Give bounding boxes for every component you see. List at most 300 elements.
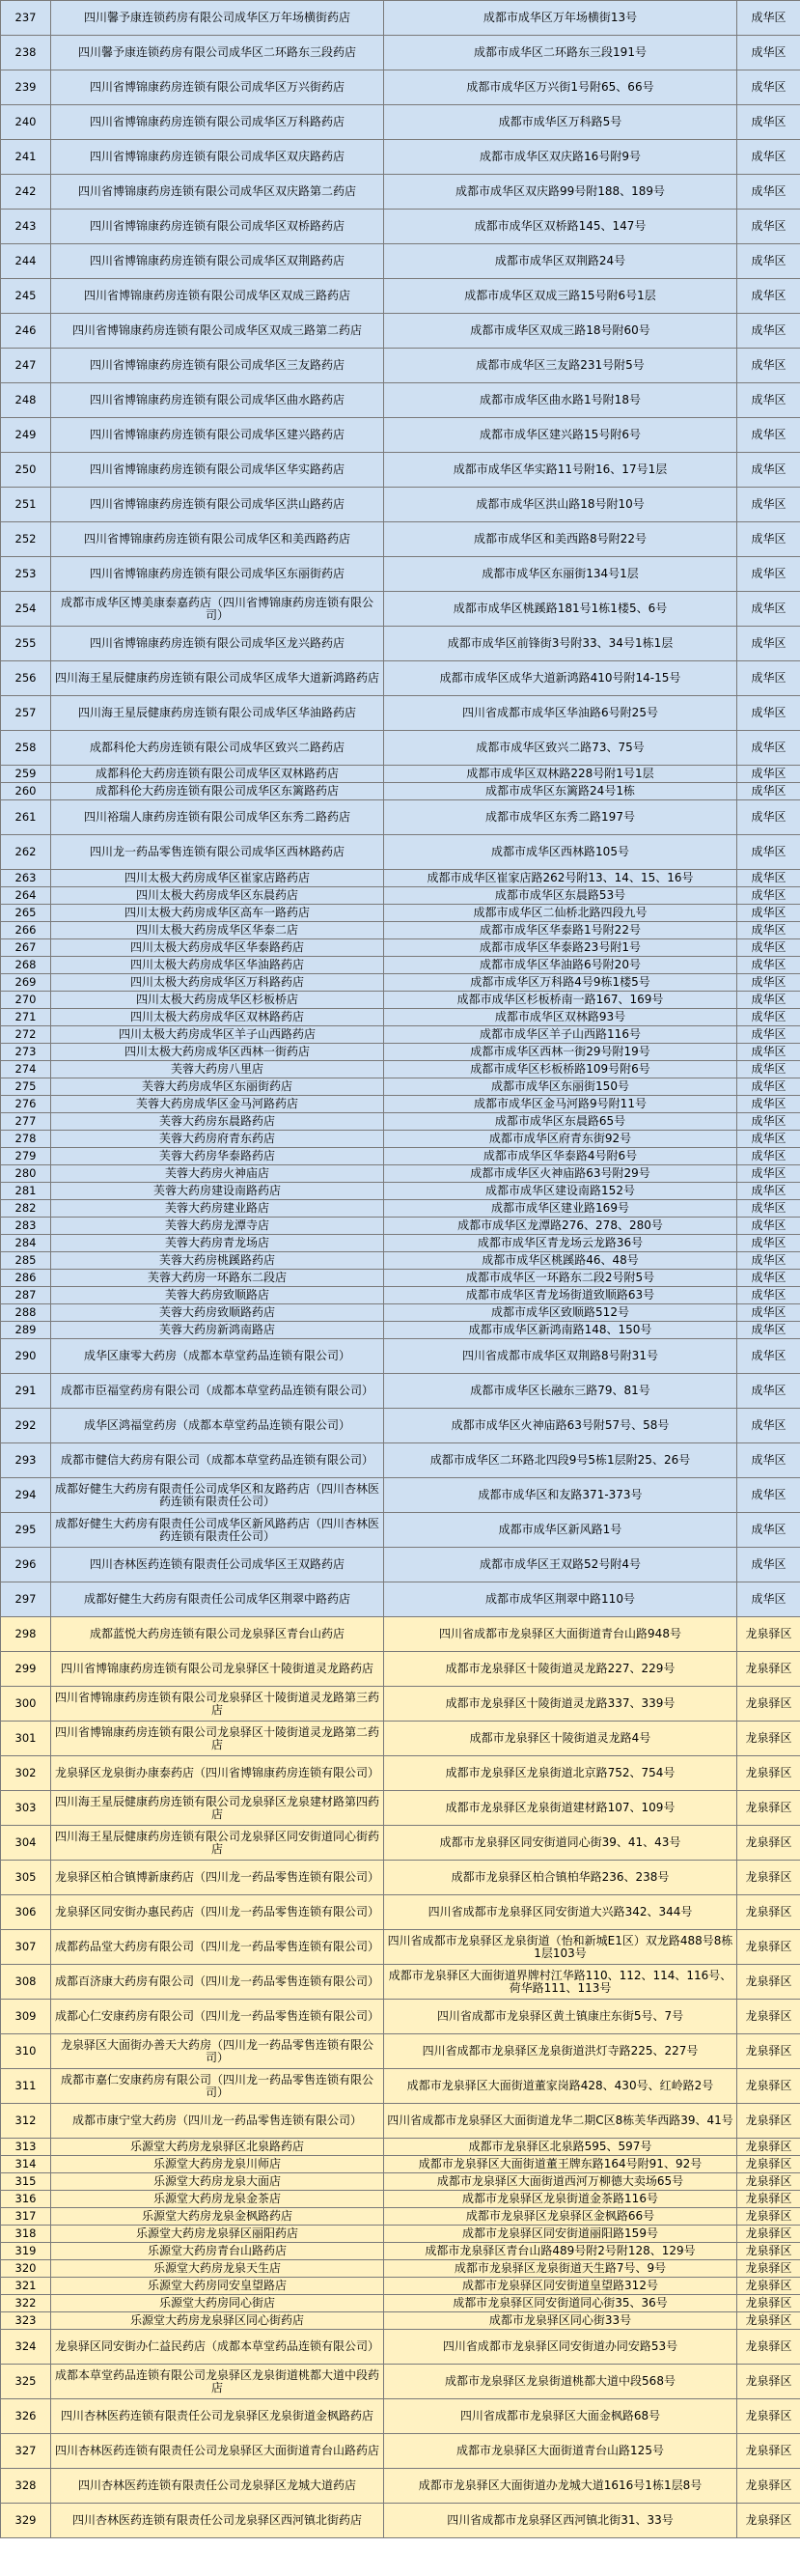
row-number-cell[interactable]: 250 [1,453,51,488]
row-number-cell[interactable]: 275 [1,1078,51,1096]
store-name-cell[interactable]: 四川省博锦康药房连锁有限公司成华区东丽街药店 [51,557,384,592]
row-number-cell[interactable]: 269 [1,974,51,992]
district-cell[interactable]: 成华区 [737,383,800,418]
store-name-cell[interactable]: 成都市嘉仁安康药房有限公司（四川龙一药品零售连锁有限公司） [51,2069,384,2104]
store-address-cell[interactable]: 成都市成华区华油路6号附20号 [384,957,737,974]
row-number-cell[interactable]: 264 [1,887,51,905]
district-cell[interactable]: 成华区 [737,1096,800,1113]
store-name-cell[interactable]: 四川海王星辰健康药房连锁有限公司成华区华油路药店 [51,696,384,731]
store-address-cell[interactable]: 成都市龙泉驿区青台山路489号附2号附128、129号 [384,2243,737,2260]
district-cell[interactable]: 龙泉驿区 [737,2434,800,2469]
row-number-cell[interactable]: 262 [1,835,51,870]
district-cell[interactable]: 龙泉驿区 [737,1965,800,2000]
district-cell[interactable]: 成华区 [737,1548,800,1582]
store-name-cell[interactable]: 四川太极大药房成华区双林路药店 [51,1009,384,1026]
row-number-cell[interactable]: 268 [1,957,51,974]
row-number-cell[interactable]: 261 [1,800,51,835]
store-address-cell[interactable]: 成都市龙泉驿区大面街道董王牌东路164号附91、92号 [384,2156,737,2173]
district-cell[interactable]: 成华区 [737,992,800,1009]
district-cell[interactable]: 成华区 [737,1339,800,1374]
store-name-cell[interactable]: 成都科伦大药房连锁有限公司成华区双林路药店 [51,766,384,783]
store-address-cell[interactable]: 成都市龙泉驿区龙泉驿区金枫路66号 [384,2208,737,2226]
store-address-cell[interactable]: 成都市成华区华泰路4号附6号 [384,1148,737,1165]
store-address-cell[interactable]: 四川省成都市龙泉驿区同安街道大兴路342、344号 [384,1895,737,1930]
district-cell[interactable]: 成华区 [737,1513,800,1548]
district-cell[interactable]: 成华区 [737,1478,800,1513]
store-address-cell[interactable]: 成都市龙泉驿区同安街道同心街35、36号 [384,2295,737,2312]
store-name-cell[interactable]: 四川龙一药品零售连锁有限公司成华区西林路药店 [51,835,384,870]
row-number-cell[interactable]: 311 [1,2069,51,2104]
store-address-cell[interactable]: 四川省成都市龙泉驿区黄土镇康庄东街5号、7号 [384,2000,737,2034]
store-name-cell[interactable]: 龙泉驿区柏合镇博新康药店（四川龙一药品零售连锁有限公司） [51,1861,384,1895]
store-name-cell[interactable]: 四川省博锦康药房连锁有限公司龙泉驿区十陵街道灵龙路第三药店 [51,1687,384,1722]
store-name-cell[interactable]: 成都市成华区博美康泰嘉药店（四川省博锦康药房连锁有限公司） [51,592,384,627]
row-number-cell[interactable]: 293 [1,1443,51,1478]
row-number-cell[interactable]: 244 [1,244,51,279]
row-number-cell[interactable]: 308 [1,1965,51,2000]
store-name-cell[interactable]: 四川杏林医药连锁有限责任公司龙泉驿区大面街道青台山路药店 [51,2434,384,2469]
store-name-cell[interactable]: 四川太极大药房成华区杉板桥店 [51,992,384,1009]
store-address-cell[interactable]: 成都市成华区双桥路145、147号 [384,210,737,244]
district-cell[interactable]: 成华区 [737,557,800,592]
store-address-cell[interactable]: 成都市龙泉驿区同安街道同心街39、41、43号 [384,1826,737,1861]
district-cell[interactable]: 成华区 [737,1374,800,1409]
district-cell[interactable]: 成华区 [737,522,800,557]
district-cell[interactable]: 龙泉驿区 [737,2104,800,2139]
store-address-cell[interactable]: 成都市成华区羊子山西路116号 [384,1026,737,1044]
store-name-cell[interactable]: 龙泉驿区同安街办仁益民药店（成都本草堂药品连锁有限公司） [51,2330,384,2365]
district-cell[interactable]: 成华区 [737,1148,800,1165]
store-name-cell[interactable]: 四川省博锦康药房连锁有限公司成华区万科路药店 [51,105,384,140]
row-number-cell[interactable]: 267 [1,939,51,957]
store-address-cell[interactable]: 四川省成都市龙泉驿区大面街道青台山路948号 [384,1617,737,1652]
store-name-cell[interactable]: 四川太极大药房成华区华泰二店 [51,922,384,939]
district-cell[interactable]: 成华区 [737,766,800,783]
store-name-cell[interactable]: 四川省博锦康药房连锁有限公司成华区和美西路药店 [51,522,384,557]
store-name-cell[interactable]: 芙蓉大药房东晨路药店 [51,1113,384,1131]
store-name-cell[interactable]: 四川省博锦康药房连锁有限公司成华区洪山路药店 [51,488,384,522]
row-number-cell[interactable]: 325 [1,2365,51,2399]
store-name-cell[interactable]: 成都科伦大药房连锁有限公司成华区东篱路药店 [51,783,384,800]
district-cell[interactable]: 成华区 [737,1287,800,1304]
row-number-cell[interactable]: 306 [1,1895,51,1930]
store-name-cell[interactable]: 龙泉驿区龙泉街办康泰药店（四川省博锦康药房连锁有限公司） [51,1756,384,1791]
district-cell[interactable]: 成华区 [737,279,800,314]
district-cell[interactable]: 成华区 [737,1026,800,1044]
store-name-cell[interactable]: 乐源堂大药房龙泉大面店 [51,2173,384,2191]
row-number-cell[interactable]: 279 [1,1148,51,1165]
store-address-cell[interactable]: 四川省成都市龙泉驿区龙泉街道洪灯寺路225、227号 [384,2034,737,2069]
store-address-cell[interactable]: 成都市成华区双成三路15号附6号1层 [384,279,737,314]
store-address-cell[interactable]: 成都市龙泉驿区柏合镇柏华路236、238号 [384,1861,737,1895]
row-number-cell[interactable]: 285 [1,1252,51,1270]
store-address-cell[interactable]: 成都市成华区火神庙路63号附29号 [384,1165,737,1183]
district-cell[interactable]: 成华区 [737,974,800,992]
store-name-cell[interactable]: 成都蓝悦大药房连锁有限公司龙泉驿区青台山药店 [51,1617,384,1652]
row-number-cell[interactable]: 299 [1,1652,51,1687]
store-address-cell[interactable]: 成都市成华区府青东街92号 [384,1131,737,1148]
store-address-cell[interactable]: 成都市成华区火神庙路63号附57号、58号 [384,1409,737,1443]
row-number-cell[interactable]: 277 [1,1113,51,1131]
store-address-cell[interactable]: 成都市成华区一环路东二段2号附5号 [384,1270,737,1287]
row-number-cell[interactable]: 265 [1,905,51,922]
store-address-cell[interactable]: 成都市成华区西林路105号 [384,835,737,870]
store-name-cell[interactable]: 成都市康宁堂大药房（四川龙一药品零售连锁有限公司） [51,2104,384,2139]
store-name-cell[interactable]: 四川省博锦康药房连锁有限公司成华区双成三路第二药店 [51,314,384,349]
district-cell[interactable]: 成华区 [737,939,800,957]
store-address-cell[interactable]: 成都市龙泉驿区大面街道西河万柳德大卖场65号 [384,2173,737,2191]
row-number-cell[interactable]: 255 [1,627,51,661]
row-number-cell[interactable]: 322 [1,2295,51,2312]
row-number-cell[interactable]: 238 [1,36,51,70]
store-name-cell[interactable]: 芙蓉大药房青龙场店 [51,1235,384,1252]
district-cell[interactable]: 成华区 [737,418,800,453]
row-number-cell[interactable]: 248 [1,383,51,418]
district-cell[interactable]: 龙泉驿区 [737,1652,800,1687]
store-address-cell[interactable]: 四川省成都市成华区华油路6号附25号 [384,696,737,731]
row-number-cell[interactable]: 259 [1,766,51,783]
district-cell[interactable]: 成华区 [737,905,800,922]
row-number-cell[interactable]: 317 [1,2208,51,2226]
store-name-cell[interactable]: 乐源堂大药房同心街店 [51,2295,384,2312]
district-cell[interactable]: 成华区 [737,1,800,36]
district-cell[interactable]: 成华区 [737,1044,800,1061]
row-number-cell[interactable]: 287 [1,1287,51,1304]
store-address-cell[interactable]: 成都市成华区前锋街3号附33、34号1栋1层 [384,627,737,661]
row-number-cell[interactable]: 303 [1,1791,51,1826]
store-address-cell[interactable]: 成都市成华区东篱路24号1栋 [384,783,737,800]
store-name-cell[interactable]: 成都科伦大药房连锁有限公司成华区致兴二路药店 [51,731,384,766]
row-number-cell[interactable]: 328 [1,2469,51,2504]
store-address-cell[interactable]: 四川省成都市龙泉驿区大面金枫路68号 [384,2399,737,2434]
store-address-cell[interactable]: 成都市成华区三友路231号附5号 [384,349,737,383]
district-cell[interactable]: 龙泉驿区 [737,2243,800,2260]
store-name-cell[interactable]: 成都好健生大药房有限责任公司成华区新风路药店（四川杏林医药连锁有限责任公司） [51,1513,384,1548]
store-name-cell[interactable]: 四川省博锦康药房连锁有限公司成华区三友路药店 [51,349,384,383]
row-number-cell[interactable]: 318 [1,2226,51,2243]
row-number-cell[interactable]: 257 [1,696,51,731]
row-number-cell[interactable]: 276 [1,1096,51,1113]
row-number-cell[interactable]: 300 [1,1687,51,1722]
district-cell[interactable]: 成华区 [737,1322,800,1339]
row-number-cell[interactable]: 283 [1,1218,51,1235]
store-address-cell[interactable]: 成都市成华区万科路5号 [384,105,737,140]
store-name-cell[interactable]: 芙蓉大药房八里店 [51,1061,384,1078]
store-name-cell[interactable]: 芙蓉大药房成华区东丽街药店 [51,1078,384,1096]
store-address-cell[interactable]: 成都市龙泉驿区十陵街道灵龙路337、339号 [384,1687,737,1722]
row-number-cell[interactable]: 288 [1,1304,51,1322]
row-number-cell[interactable]: 237 [1,1,51,36]
store-address-cell[interactable]: 四川省成都市龙泉驿区同安街道办同安路53号 [384,2330,737,2365]
district-cell[interactable]: 龙泉驿区 [737,1861,800,1895]
store-name-cell[interactable]: 四川裕瑞人康药房连锁有限公司成华区东秀二路药店 [51,800,384,835]
row-number-cell[interactable]: 256 [1,661,51,696]
store-address-cell[interactable]: 成都市成华区东秀二路197号 [384,800,737,835]
store-address-cell[interactable]: 四川省成都市龙泉驿区大面街道龙华二期C区8栋芙华西路39、41号 [384,2104,737,2139]
store-name-cell[interactable]: 芙蓉大药房火神庙店 [51,1165,384,1183]
store-address-cell[interactable]: 成都市龙泉驿区大面街道界牌村江华路110、112、114、116号、荷华路111、113号 [384,1965,737,2000]
store-name-cell[interactable]: 四川省博锦康药房连锁有限公司成华区双桥路药店 [51,210,384,244]
district-cell[interactable]: 成华区 [737,1304,800,1322]
district-cell[interactable]: 龙泉驿区 [737,2469,800,2504]
store-address-cell[interactable]: 成都市成华区青龙场街道致顺路63号 [384,1287,737,1304]
row-number-cell[interactable]: 315 [1,2173,51,2191]
store-address-cell[interactable]: 成都市成华区致兴二路73、75号 [384,731,737,766]
row-number-cell[interactable]: 292 [1,1409,51,1443]
store-address-cell[interactable]: 成都市成华区二环路北四段9号5栋1层附25、26号 [384,1443,737,1478]
store-name-cell[interactable]: 乐源堂大药房龙泉金茶店 [51,2191,384,2208]
store-name-cell[interactable]: 芙蓉大药房华泰路药店 [51,1148,384,1165]
store-name-cell[interactable]: 四川海王星辰健康药房连锁有限公司龙泉驿区龙泉建材路第四药店 [51,1791,384,1826]
store-name-cell[interactable]: 四川省博锦康药房连锁有限公司成华区建兴路药店 [51,418,384,453]
district-cell[interactable]: 龙泉驿区 [737,1826,800,1861]
store-name-cell[interactable]: 四川馨予康连锁药房有限公司成华区万年场横街药店 [51,1,384,36]
store-name-cell[interactable]: 乐源堂大药房龙泉驿区同心街药店 [51,2312,384,2330]
district-cell[interactable]: 龙泉驿区 [737,2034,800,2069]
store-name-cell[interactable]: 龙泉驿区大面街办善天大药房（四川龙一药品零售连锁有限公司） [51,2034,384,2069]
row-number-cell[interactable]: 253 [1,557,51,592]
row-number-cell[interactable]: 294 [1,1478,51,1513]
district-cell[interactable]: 龙泉驿区 [737,2504,800,2538]
district-cell[interactable]: 成华区 [737,210,800,244]
store-name-cell[interactable]: 芙蓉大药房府青东药店 [51,1131,384,1148]
store-address-cell[interactable]: 成都市成华区桃蹊路181号1栋1楼5、6号 [384,592,737,627]
row-number-cell[interactable]: 271 [1,1009,51,1026]
store-address-cell[interactable]: 成都市成华区龙潭路276、278、280号 [384,1218,737,1235]
store-address-cell[interactable]: 成都市成华区成华大道新鸿路410号附14-15号 [384,661,737,696]
district-cell[interactable]: 成华区 [737,1183,800,1200]
store-name-cell[interactable]: 成都市臣福堂药房有限公司（成都本草堂药品连锁有限公司） [51,1374,384,1409]
store-name-cell[interactable]: 成都药品堂大药房有限公司（四川龙一药品零售连锁有限公司） [51,1930,384,1965]
row-number-cell[interactable]: 313 [1,2139,51,2156]
row-number-cell[interactable]: 314 [1,2156,51,2173]
store-name-cell[interactable]: 乐源堂大药房龙泉天生店 [51,2260,384,2278]
district-cell[interactable]: 龙泉驿区 [737,2000,800,2034]
row-number-cell[interactable]: 290 [1,1339,51,1374]
store-address-cell[interactable]: 四川省成都市成华区双荆路8号附31号 [384,1339,737,1374]
store-name-cell[interactable]: 四川杏林医药连锁有限责任公司龙泉驿区龙泉街道金枫路药店 [51,2399,384,2434]
district-cell[interactable]: 龙泉驿区 [737,2191,800,2208]
store-address-cell[interactable]: 成都市龙泉驿区十陵街道灵龙路227、229号 [384,1652,737,1687]
district-cell[interactable]: 成华区 [737,887,800,905]
district-cell[interactable]: 成华区 [737,870,800,887]
district-cell[interactable]: 成华区 [737,1009,800,1026]
district-cell[interactable]: 龙泉驿区 [737,1791,800,1826]
store-name-cell[interactable]: 四川省博锦康药房连锁有限公司成华区曲水路药店 [51,383,384,418]
district-cell[interactable]: 成华区 [737,488,800,522]
store-name-cell[interactable]: 四川太极大药房成华区万科路药店 [51,974,384,992]
district-cell[interactable]: 龙泉驿区 [737,1756,800,1791]
store-address-cell[interactable]: 成都市成华区西林一街29号附19号 [384,1044,737,1061]
store-address-cell[interactable]: 成都市成华区万科路4号9栋1楼5号 [384,974,737,992]
store-address-cell[interactable]: 成都市成华区新风路1号 [384,1513,737,1548]
row-number-cell[interactable]: 286 [1,1270,51,1287]
store-name-cell[interactable]: 四川省博锦康药房连锁有限公司成华区双成三路药店 [51,279,384,314]
district-cell[interactable]: 成华区 [737,349,800,383]
row-number-cell[interactable]: 266 [1,922,51,939]
district-cell[interactable]: 成华区 [737,175,800,210]
district-cell[interactable]: 成华区 [737,1252,800,1270]
district-cell[interactable]: 成华区 [737,1218,800,1235]
store-address-cell[interactable]: 成都市龙泉驿区十陵街道灵龙路4号 [384,1722,737,1756]
store-address-cell[interactable]: 成都市成华区曲水路1号附18号 [384,383,737,418]
store-address-cell[interactable]: 成都市成华区双庆路16号附9号 [384,140,737,175]
row-number-cell[interactable]: 307 [1,1930,51,1965]
store-address-cell[interactable]: 成都市龙泉驿区龙泉街道北京路752、754号 [384,1756,737,1791]
store-address-cell[interactable]: 成都市成华区和美西路8号附22号 [384,522,737,557]
district-cell[interactable]: 成华区 [737,1270,800,1287]
store-address-cell[interactable]: 成都市成华区杉板桥南一路167、169号 [384,992,737,1009]
row-number-cell[interactable]: 291 [1,1374,51,1409]
store-name-cell[interactable]: 成都心仁安康药房有限公司（四川龙一药品零售连锁有限公司） [51,2000,384,2034]
row-number-cell[interactable]: 304 [1,1826,51,1861]
row-number-cell[interactable]: 282 [1,1200,51,1218]
store-address-cell[interactable]: 成都市龙泉驿区同心街33号 [384,2312,737,2330]
store-name-cell[interactable]: 四川太极大药房成华区羊子山西路药店 [51,1026,384,1044]
store-address-cell[interactable]: 成都市成华区崔家店路262号附13、14、15、16号 [384,870,737,887]
store-name-cell[interactable]: 乐源堂大药房同安皇望路店 [51,2278,384,2295]
store-address-cell[interactable]: 成都市成华区双成三路18号附60号 [384,314,737,349]
row-number-cell[interactable]: 309 [1,2000,51,2034]
district-cell[interactable]: 成华区 [737,1131,800,1148]
district-cell[interactable]: 龙泉驿区 [737,2226,800,2243]
district-cell[interactable]: 成华区 [737,731,800,766]
store-address-cell[interactable]: 成都市龙泉驿区龙泉街道建材路107、109号 [384,1791,737,1826]
district-cell[interactable]: 龙泉驿区 [737,2069,800,2104]
store-address-cell[interactable]: 成都市成华区东晨路53号 [384,887,737,905]
district-cell[interactable]: 龙泉驿区 [737,1617,800,1652]
district-cell[interactable]: 龙泉驿区 [737,2156,800,2173]
district-cell[interactable]: 成华区 [737,1409,800,1443]
store-address-cell[interactable]: 成都市成华区杉板桥路109号附6号 [384,1061,737,1078]
store-address-cell[interactable]: 成都市成华区万年场横街13号 [384,1,737,36]
store-name-cell[interactable]: 四川馨予康连锁药房有限公司成华区二环路东三段药店 [51,36,384,70]
store-name-cell[interactable]: 四川省博锦康药房连锁有限公司成华区华实路药店 [51,453,384,488]
store-name-cell[interactable]: 乐源堂大药房龙泉金枫路药店 [51,2208,384,2226]
district-cell[interactable]: 龙泉驿区 [737,2278,800,2295]
store-name-cell[interactable]: 成都市健信大药房有限公司（成都本草堂药品连锁有限公司） [51,1443,384,1478]
row-number-cell[interactable]: 298 [1,1617,51,1652]
district-cell[interactable]: 成华区 [737,957,800,974]
row-number-cell[interactable]: 274 [1,1061,51,1078]
district-cell[interactable]: 成华区 [737,453,800,488]
store-name-cell[interactable]: 四川杏林医药连锁有限责任公司成华区王双路药店 [51,1548,384,1582]
store-name-cell[interactable]: 芙蓉大药房桃蹊路药店 [51,1252,384,1270]
row-number-cell[interactable]: 324 [1,2330,51,2365]
district-cell[interactable]: 龙泉驿区 [737,2365,800,2399]
row-number-cell[interactable]: 254 [1,592,51,627]
store-address-cell[interactable]: 成都市龙泉驿区同安街道丽阳路159号 [384,2226,737,2243]
row-number-cell[interactable]: 297 [1,1582,51,1617]
row-number-cell[interactable]: 258 [1,731,51,766]
store-address-cell[interactable]: 成都市成华区和友路371-373号 [384,1478,737,1513]
store-name-cell[interactable]: 芙蓉大药房致顺路药店 [51,1304,384,1322]
district-cell[interactable]: 成华区 [737,627,800,661]
row-number-cell[interactable]: 305 [1,1861,51,1895]
row-number-cell[interactable]: 239 [1,70,51,105]
row-number-cell[interactable]: 263 [1,870,51,887]
district-cell[interactable]: 成华区 [737,140,800,175]
store-name-cell[interactable]: 成都百济康大药房有限公司（四川龙一药品零售连锁有限公司） [51,1965,384,2000]
store-address-cell[interactable]: 成都市成华区华泰路23号附1号 [384,939,737,957]
store-address-cell[interactable]: 成都市龙泉驿区大面街道董家岗路428、430号、红岭路2号 [384,2069,737,2104]
store-name-cell[interactable]: 芙蓉大药房建业路店 [51,1200,384,1218]
district-cell[interactable]: 龙泉驿区 [737,2295,800,2312]
row-number-cell[interactable]: 301 [1,1722,51,1756]
store-name-cell[interactable]: 四川杏林医药连锁有限责任公司龙泉驿区西河镇北街药店 [51,2504,384,2538]
row-number-cell[interactable]: 329 [1,2504,51,2538]
store-name-cell[interactable]: 四川海王星辰健康药房连锁有限公司龙泉驿区同安街道同心街药店 [51,1826,384,1861]
row-number-cell[interactable]: 289 [1,1322,51,1339]
row-number-cell[interactable]: 295 [1,1513,51,1548]
store-name-cell[interactable]: 芙蓉大药房一环路东二段店 [51,1270,384,1287]
district-cell[interactable]: 成华区 [737,1235,800,1252]
store-name-cell[interactable]: 芙蓉大药房建设南路药店 [51,1183,384,1200]
district-cell[interactable]: 成华区 [737,1443,800,1478]
row-number-cell[interactable]: 240 [1,105,51,140]
row-number-cell[interactable]: 242 [1,175,51,210]
row-number-cell[interactable]: 310 [1,2034,51,2069]
store-address-cell[interactable]: 成都市龙泉驿区大面街道办龙城大道1616号1栋1层8号 [384,2469,737,2504]
store-name-cell[interactable]: 四川太极大药房成华区华油路药店 [51,957,384,974]
district-cell[interactable]: 龙泉驿区 [737,1895,800,1930]
store-name-cell[interactable]: 成都好健生大药房有限责任公司成华区荆翠中路药店 [51,1582,384,1617]
store-address-cell[interactable]: 成都市龙泉驿区同安街道皇望路312号 [384,2278,737,2295]
store-name-cell[interactable]: 四川太极大药房成华区西林一街药店 [51,1044,384,1061]
row-number-cell[interactable]: 327 [1,2434,51,2469]
store-address-cell[interactable]: 成都市成华区荆翠中路110号 [384,1582,737,1617]
store-address-cell[interactable]: 成都市成华区建业路169号 [384,1200,737,1218]
store-name-cell[interactable]: 乐源堂大药房龙泉驿区北泉路药店 [51,2139,384,2156]
store-address-cell[interactable]: 成都市成华区建兴路15号附6号 [384,418,737,453]
district-cell[interactable]: 成华区 [737,314,800,349]
store-name-cell[interactable]: 成都本草堂药品连锁有限公司龙泉驿区龙泉街道桃都大道中段药店 [51,2365,384,2399]
store-address-cell[interactable]: 成都市成华区建设南路152号 [384,1183,737,1200]
row-number-cell[interactable]: 323 [1,2312,51,2330]
store-name-cell[interactable]: 四川太极大药房成华区华泰路药店 [51,939,384,957]
district-cell[interactable]: 成华区 [737,36,800,70]
store-name-cell[interactable]: 四川省博锦康药房连锁有限公司成华区双庆路第二药店 [51,175,384,210]
store-name-cell[interactable]: 四川省博锦康药房连锁有限公司成华区万兴街药店 [51,70,384,105]
store-address-cell[interactable]: 成都市成华区双林路93号 [384,1009,737,1026]
store-address-cell[interactable]: 成都市龙泉驿区龙泉街道金茶路116号 [384,2191,737,2208]
district-cell[interactable]: 龙泉驿区 [737,2208,800,2226]
district-cell[interactable]: 成华区 [737,1582,800,1617]
store-address-cell[interactable]: 成都市成华区双庆路99号附188、189号 [384,175,737,210]
store-name-cell[interactable]: 芙蓉大药房龙潭寺店 [51,1218,384,1235]
store-address-cell[interactable]: 成都市成华区东晨路65号 [384,1113,737,1131]
district-cell[interactable]: 成华区 [737,661,800,696]
store-address-cell[interactable]: 成都市成华区新鸿南路148、150号 [384,1322,737,1339]
district-cell[interactable]: 龙泉驿区 [737,1722,800,1756]
row-number-cell[interactable]: 249 [1,418,51,453]
store-name-cell[interactable]: 芙蓉大药房新鸿南路店 [51,1322,384,1339]
store-name-cell[interactable]: 四川海王星辰健康药房连锁有限公司成华区成华大道新鸿路药店 [51,661,384,696]
store-address-cell[interactable]: 成都市龙泉驿区北泉路595、597号 [384,2139,737,2156]
row-number-cell[interactable]: 245 [1,279,51,314]
store-address-cell[interactable]: 成都市成华区二仙桥北路四段九号 [384,905,737,922]
row-number-cell[interactable]: 273 [1,1044,51,1061]
district-cell[interactable]: 龙泉驿区 [737,1930,800,1965]
district-cell[interactable]: 成华区 [737,1061,800,1078]
store-name-cell[interactable]: 四川省博锦康药房连锁有限公司成华区龙兴路药店 [51,627,384,661]
store-address-cell[interactable]: 成都市成华区青龙场云龙路36号 [384,1235,737,1252]
row-number-cell[interactable]: 280 [1,1165,51,1183]
store-address-cell[interactable]: 成都市龙泉驿区龙泉街道天生路7号、9号 [384,2260,737,2278]
store-name-cell[interactable]: 芙蓉大药房致顺路店 [51,1287,384,1304]
district-cell[interactable]: 成华区 [737,1078,800,1096]
row-number-cell[interactable]: 320 [1,2260,51,2278]
